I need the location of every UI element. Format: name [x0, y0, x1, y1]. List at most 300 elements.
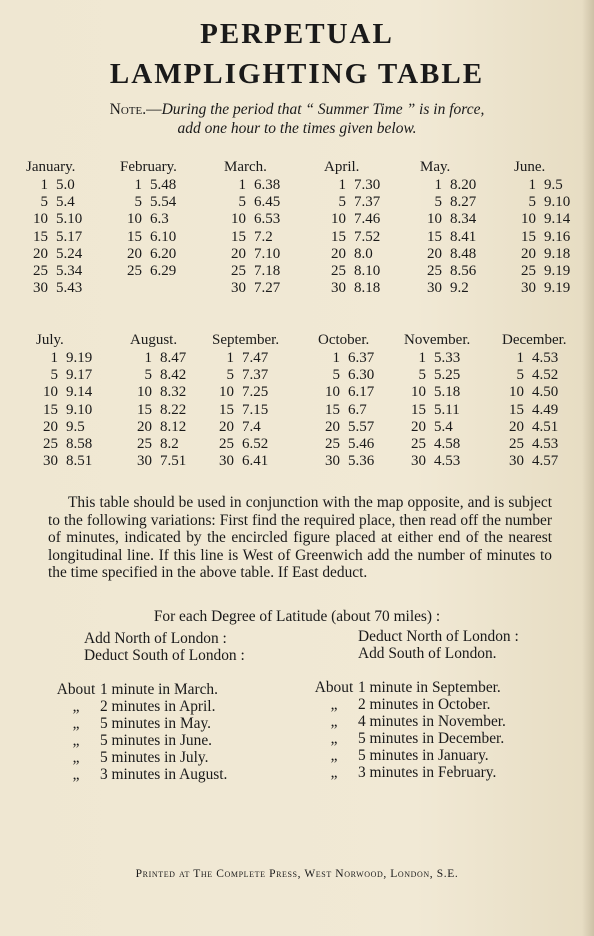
lighting-time: 7.18	[254, 262, 281, 279]
day-number: 1	[134, 177, 142, 193]
day-number: 25	[411, 435, 426, 452]
lighting-time: 8.41	[450, 228, 477, 245]
time-row	[36, 384, 134, 401]
time-row	[224, 280, 322, 297]
variation-row	[310, 696, 506, 713]
day-number: 20	[521, 245, 536, 262]
lighting-time: 5.4	[56, 194, 75, 211]
note-text-1: During the period that “ Summer Time ” is in force,	[161, 101, 485, 118]
time-row	[514, 177, 594, 194]
lighting-time: 4.58	[434, 435, 461, 452]
day-number: 15	[231, 228, 246, 245]
lighting-time: 8.0	[354, 245, 373, 262]
day-number: 15	[411, 401, 426, 418]
printer-footer: Printed at The Complete Press, West Norwood, London, S.E.	[135, 868, 459, 880]
month-block	[224, 157, 322, 297]
lighting-time: 6.20	[150, 245, 177, 262]
variation-row	[52, 732, 227, 749]
lighting-time: 8.10	[354, 262, 381, 279]
time-row	[404, 436, 502, 453]
variation-row	[310, 713, 506, 730]
time-row	[212, 419, 310, 436]
time-row	[26, 280, 124, 297]
day-number: 5	[528, 194, 536, 211]
day-number: 30	[427, 280, 442, 297]
time-row	[420, 263, 518, 280]
title-line-2: LAMPLIGHTING TABLE	[109, 58, 485, 90]
time-row	[26, 229, 124, 246]
variation-prefix: „	[72, 698, 80, 715]
time-row	[318, 419, 416, 436]
lighting-time: 7.2	[254, 228, 273, 245]
lighting-time: 9.19	[66, 350, 93, 366]
time-row	[36, 367, 134, 384]
day-number: 1	[332, 350, 340, 366]
month-name: January.	[26, 159, 76, 175]
month-block	[420, 157, 518, 297]
day-number: 15	[509, 401, 524, 418]
time-row	[324, 280, 422, 297]
day-number: 15	[33, 228, 48, 245]
time-row	[318, 453, 416, 470]
day-number: 15	[427, 228, 442, 245]
time-row	[120, 211, 218, 228]
day-number: 30	[43, 453, 58, 470]
time-row	[502, 436, 594, 453]
time-row	[318, 436, 416, 453]
variation-prefix: „	[330, 696, 338, 713]
time-row	[420, 229, 518, 246]
time-row	[420, 246, 518, 263]
month-block	[324, 157, 422, 297]
variation-row	[310, 747, 506, 764]
lighting-time: 8.20	[450, 177, 477, 193]
day-number: 1	[40, 177, 48, 193]
lighting-time: 5.34	[56, 262, 83, 279]
lighting-time: 8.12	[160, 418, 187, 435]
day-number: 30	[231, 280, 246, 297]
variation-text: 4 minutes in November.	[358, 713, 506, 730]
time-row	[224, 263, 322, 280]
day-number: 30	[33, 280, 48, 297]
note-line-2	[0, 120, 594, 138]
latitude-right-line: Deduct North of London :	[358, 628, 519, 645]
variation-row	[52, 681, 227, 698]
month-block	[318, 330, 416, 470]
lighting-time: 6.29	[150, 262, 177, 279]
lighting-time: 6.30	[348, 367, 375, 384]
day-number: 25	[231, 262, 246, 279]
lighting-time: 7.37	[242, 367, 269, 384]
time-row	[502, 350, 594, 367]
lighting-time: 5.43	[56, 280, 83, 297]
lighting-time: 9.5	[66, 418, 85, 435]
variations-left	[52, 681, 227, 783]
day-number: 5	[134, 194, 142, 211]
day-number: 30	[331, 280, 346, 297]
variation-prefix: „	[72, 766, 80, 783]
day-number: 1	[516, 350, 524, 366]
variation-text: 1 minute in March.	[100, 681, 218, 698]
day-number: 5	[226, 367, 234, 384]
latitude-left	[84, 630, 245, 665]
day-number: 1	[238, 177, 246, 193]
lighting-time: 5.48	[150, 177, 177, 193]
variation-text: 5 minutes in July.	[100, 749, 209, 766]
day-number: 25	[325, 435, 340, 452]
time-row	[514, 263, 594, 280]
time-row	[502, 402, 594, 419]
day-number: 1	[434, 177, 442, 193]
lighting-time: 5.17	[56, 228, 83, 245]
variation-prefix: „	[72, 749, 80, 766]
day-number: 5	[40, 194, 48, 211]
lighting-time: 5.10	[56, 211, 83, 228]
lighting-time: 7.27	[254, 280, 281, 297]
day-number: 5	[238, 194, 246, 211]
lighting-time: 6.17	[348, 384, 375, 401]
time-row	[324, 229, 422, 246]
latitude-heading: For each Degree of Latitude (about 70 miles) :	[153, 608, 441, 625]
lighting-time: 8.22	[160, 401, 187, 418]
note-line-1	[0, 101, 594, 119]
time-row	[324, 177, 422, 194]
lighting-time: 8.42	[160, 367, 187, 384]
variation-text: 5 minutes in June.	[100, 732, 213, 749]
day-number: 10	[33, 211, 48, 228]
variation-text: 2 minutes in October.	[358, 696, 491, 713]
time-row	[120, 246, 218, 263]
time-row	[318, 402, 416, 419]
time-row	[36, 436, 134, 453]
time-row	[224, 194, 322, 211]
note-lead: Note.—	[109, 101, 162, 118]
day-number: 20	[219, 418, 234, 435]
lighting-time: 8.56	[450, 262, 477, 279]
time-row	[36, 419, 134, 436]
time-row	[502, 367, 594, 384]
month-block	[502, 330, 594, 470]
lighting-time: 6.38	[254, 177, 281, 193]
month-block	[36, 330, 134, 470]
day-number: 20	[325, 418, 340, 435]
day-number: 20	[127, 245, 142, 262]
lighting-time: 4.51	[532, 418, 559, 435]
time-row	[420, 211, 518, 228]
lighting-time: 9.2	[450, 280, 469, 297]
lighting-time: 5.11	[434, 401, 460, 418]
day-number: 20	[509, 418, 524, 435]
lighting-time: 7.51	[160, 453, 187, 470]
lighting-time: 7.25	[242, 384, 269, 401]
variation-prefix: „	[330, 730, 338, 747]
day-number: 10	[427, 211, 442, 228]
time-row	[324, 194, 422, 211]
variation-row	[52, 698, 227, 715]
latitude-left-line: Deduct South of London :	[84, 647, 245, 665]
variations-right	[310, 679, 506, 781]
lighting-time: 7.37	[354, 194, 381, 211]
variation-row	[310, 730, 506, 747]
variation-prefix: „	[72, 715, 80, 732]
day-number: 1	[418, 350, 426, 366]
day-number: 5	[144, 367, 152, 384]
time-row	[324, 211, 422, 228]
lighting-time: 7.52	[354, 228, 381, 245]
month-name: February.	[120, 159, 177, 175]
time-row	[26, 211, 124, 228]
day-number: 25	[219, 435, 234, 452]
day-number: 10	[521, 211, 536, 228]
lighting-time: 9.18	[544, 245, 571, 262]
variation-prefix: „	[72, 732, 80, 749]
month-name: June.	[514, 159, 546, 175]
month-name: September.	[212, 332, 280, 348]
variation-row	[52, 749, 227, 766]
time-row	[26, 194, 124, 211]
lighting-time: 6.52	[242, 435, 269, 452]
month-block	[404, 330, 502, 470]
lighting-time: 4.57	[532, 453, 559, 470]
time-row	[404, 384, 502, 401]
time-row	[212, 402, 310, 419]
lighting-time: 5.24	[56, 245, 83, 262]
variation-prefix: „	[330, 747, 338, 764]
day-number: 30	[219, 453, 234, 470]
lighting-time: 5.54	[150, 194, 177, 211]
day-number: 5	[418, 367, 426, 384]
day-number: 1	[528, 177, 536, 193]
lighting-time: 4.52	[532, 367, 559, 384]
day-number: 10	[137, 384, 152, 401]
day-number: 30	[411, 453, 426, 470]
time-row	[514, 194, 594, 211]
variation-text: 3 minutes in August.	[100, 766, 228, 783]
lighting-time: 4.49	[532, 401, 559, 418]
variation-text: 2 minutes in April.	[100, 698, 216, 715]
lighting-time: 9.19	[544, 262, 571, 279]
time-row	[514, 229, 594, 246]
day-number: 1	[50, 350, 58, 366]
lighting-time: 7.47	[242, 350, 269, 366]
time-row	[318, 350, 416, 367]
day-number: 15	[331, 228, 346, 245]
lighting-time: 6.10	[150, 228, 177, 245]
lighting-time: 6.3	[150, 211, 169, 228]
time-row	[324, 263, 422, 280]
lighting-time: 5.0	[56, 177, 75, 193]
variation-row	[310, 764, 506, 781]
lighting-time: 9.16	[544, 228, 571, 245]
instructions-paragraph: This table should be used in conjunction with the map opposite, and is subject to the following variations: First find the required place, then read off the number of minutes, indicated by the encircled figure placed at either end of the nearest longitudinal line. If this line is West of Greenwich add the number of minutes to the time specified in the above table. If East deduct.	[48, 494, 552, 582]
day-number: 10	[331, 211, 346, 228]
lighting-time: 7.46	[354, 211, 381, 228]
lighting-time: 9.19	[544, 280, 571, 297]
lighting-time: 8.32	[160, 384, 187, 401]
day-number: 10	[219, 384, 234, 401]
day-number: 30	[137, 453, 152, 470]
day-number: 30	[521, 280, 536, 297]
time-row	[514, 246, 594, 263]
day-number: 15	[137, 401, 152, 418]
note-text-2: add one hour to the times given below.	[177, 120, 417, 137]
variation-text: 5 minutes in January.	[358, 747, 489, 764]
time-row	[26, 177, 124, 194]
time-row	[212, 453, 310, 470]
day-number: 30	[509, 453, 524, 470]
variation-row	[52, 715, 227, 732]
day-number: 10	[411, 384, 426, 401]
time-row	[26, 246, 124, 263]
lighting-time: 5.46	[348, 435, 375, 452]
time-row	[212, 350, 310, 367]
month-name: May.	[420, 159, 451, 175]
lighting-time: 8.47	[160, 350, 187, 366]
month-name: July.	[36, 332, 64, 348]
lighting-time: 7.30	[354, 177, 381, 193]
day-number: 1	[338, 177, 346, 193]
day-number: 15	[219, 401, 234, 418]
day-number: 20	[137, 418, 152, 435]
lighting-time: 8.34	[450, 211, 477, 228]
month-block	[212, 330, 310, 470]
month-name: August.	[130, 332, 178, 348]
lighting-time: 6.37	[348, 350, 375, 366]
variation-prefix: About	[56, 681, 96, 698]
time-row	[224, 229, 322, 246]
day-number: 5	[50, 367, 58, 384]
lighting-time: 6.45	[254, 194, 281, 211]
lighting-time: 5.36	[348, 453, 375, 470]
day-number: 5	[516, 367, 524, 384]
time-row	[420, 194, 518, 211]
time-row	[404, 402, 502, 419]
time-row	[318, 367, 416, 384]
day-number: 25	[331, 262, 346, 279]
lighting-time: 6.53	[254, 211, 281, 228]
time-row	[224, 211, 322, 228]
time-row	[404, 453, 502, 470]
lighting-time: 4.53	[532, 350, 559, 366]
day-number: 10	[325, 384, 340, 401]
time-row	[502, 453, 594, 470]
time-row	[36, 402, 134, 419]
time-row	[514, 280, 594, 297]
day-number: 10	[43, 384, 58, 401]
month-name: April.	[324, 159, 360, 175]
month-block	[26, 157, 124, 297]
time-row	[404, 350, 502, 367]
time-row	[120, 177, 218, 194]
lighting-time: 9.14	[544, 211, 571, 228]
day-number: 20	[43, 418, 58, 435]
latitude-right	[358, 628, 519, 663]
lighting-time: 8.58	[66, 435, 93, 452]
time-row	[212, 384, 310, 401]
variation-prefix: About	[314, 679, 354, 696]
variation-prefix: „	[330, 764, 338, 781]
time-row	[212, 436, 310, 453]
variation-text: 5 minutes in May.	[100, 715, 212, 732]
lighting-time: 6.7	[348, 401, 367, 418]
day-number: 15	[325, 401, 340, 418]
day-number: 20	[411, 418, 426, 435]
variation-prefix: „	[330, 713, 338, 730]
lighting-time: 5.57	[348, 418, 375, 435]
day-number: 15	[127, 228, 142, 245]
latitude-right-line: Add South of London.	[358, 645, 497, 663]
time-row	[404, 419, 502, 436]
variation-text: 1 minute in September.	[358, 679, 501, 696]
day-number: 5	[434, 194, 442, 211]
lighting-time: 5.33	[434, 350, 461, 366]
lighting-time: 9.17	[66, 367, 93, 384]
month-name: March.	[224, 159, 267, 175]
time-row	[224, 246, 322, 263]
day-number: 20	[331, 245, 346, 262]
day-number: 20	[427, 245, 442, 262]
lighting-time: 5.25	[434, 367, 461, 384]
month-name: November.	[404, 332, 471, 348]
variation-row	[310, 679, 506, 696]
lighting-time: 5.4	[434, 418, 453, 435]
day-number: 25	[427, 262, 442, 279]
time-row	[36, 350, 134, 367]
day-number: 30	[325, 453, 340, 470]
lighting-time: 8.18	[354, 280, 381, 297]
day-number: 5	[332, 367, 340, 384]
month-block	[514, 157, 594, 297]
time-row	[36, 453, 134, 470]
day-number: 10	[231, 211, 246, 228]
day-number: 25	[521, 262, 536, 279]
time-row	[502, 419, 594, 436]
title-line-1: PERPETUAL	[200, 18, 394, 50]
day-number: 25	[127, 262, 142, 279]
lighting-time: 7.15	[242, 401, 269, 418]
lighting-time: 5.18	[434, 384, 461, 401]
lighting-time: 7.10	[254, 245, 281, 262]
lighting-time: 8.48	[450, 245, 477, 262]
variation-row	[52, 766, 227, 783]
day-number: 20	[33, 245, 48, 262]
day-number: 20	[231, 245, 246, 262]
time-row	[26, 263, 124, 280]
lighting-time: 4.50	[532, 384, 559, 401]
time-row	[224, 177, 322, 194]
time-row	[212, 367, 310, 384]
time-row	[502, 384, 594, 401]
day-number: 1	[226, 350, 234, 366]
lighting-time: 9.10	[66, 401, 93, 418]
time-row	[404, 367, 502, 384]
time-row	[514, 211, 594, 228]
day-number: 5	[338, 194, 346, 211]
time-row	[120, 229, 218, 246]
day-number: 10	[509, 384, 524, 401]
lighting-time: 9.14	[66, 384, 93, 401]
lighting-time: 6.41	[242, 453, 269, 470]
time-row	[120, 194, 218, 211]
day-number: 10	[127, 211, 142, 228]
lighting-time: 8.27	[450, 194, 477, 211]
lighting-time: 4.53	[434, 453, 461, 470]
day-number: 1	[144, 350, 152, 366]
time-row	[120, 263, 218, 280]
lighting-time: 8.2	[160, 435, 179, 452]
month-block	[120, 157, 218, 280]
lighting-time: 8.51	[66, 453, 93, 470]
